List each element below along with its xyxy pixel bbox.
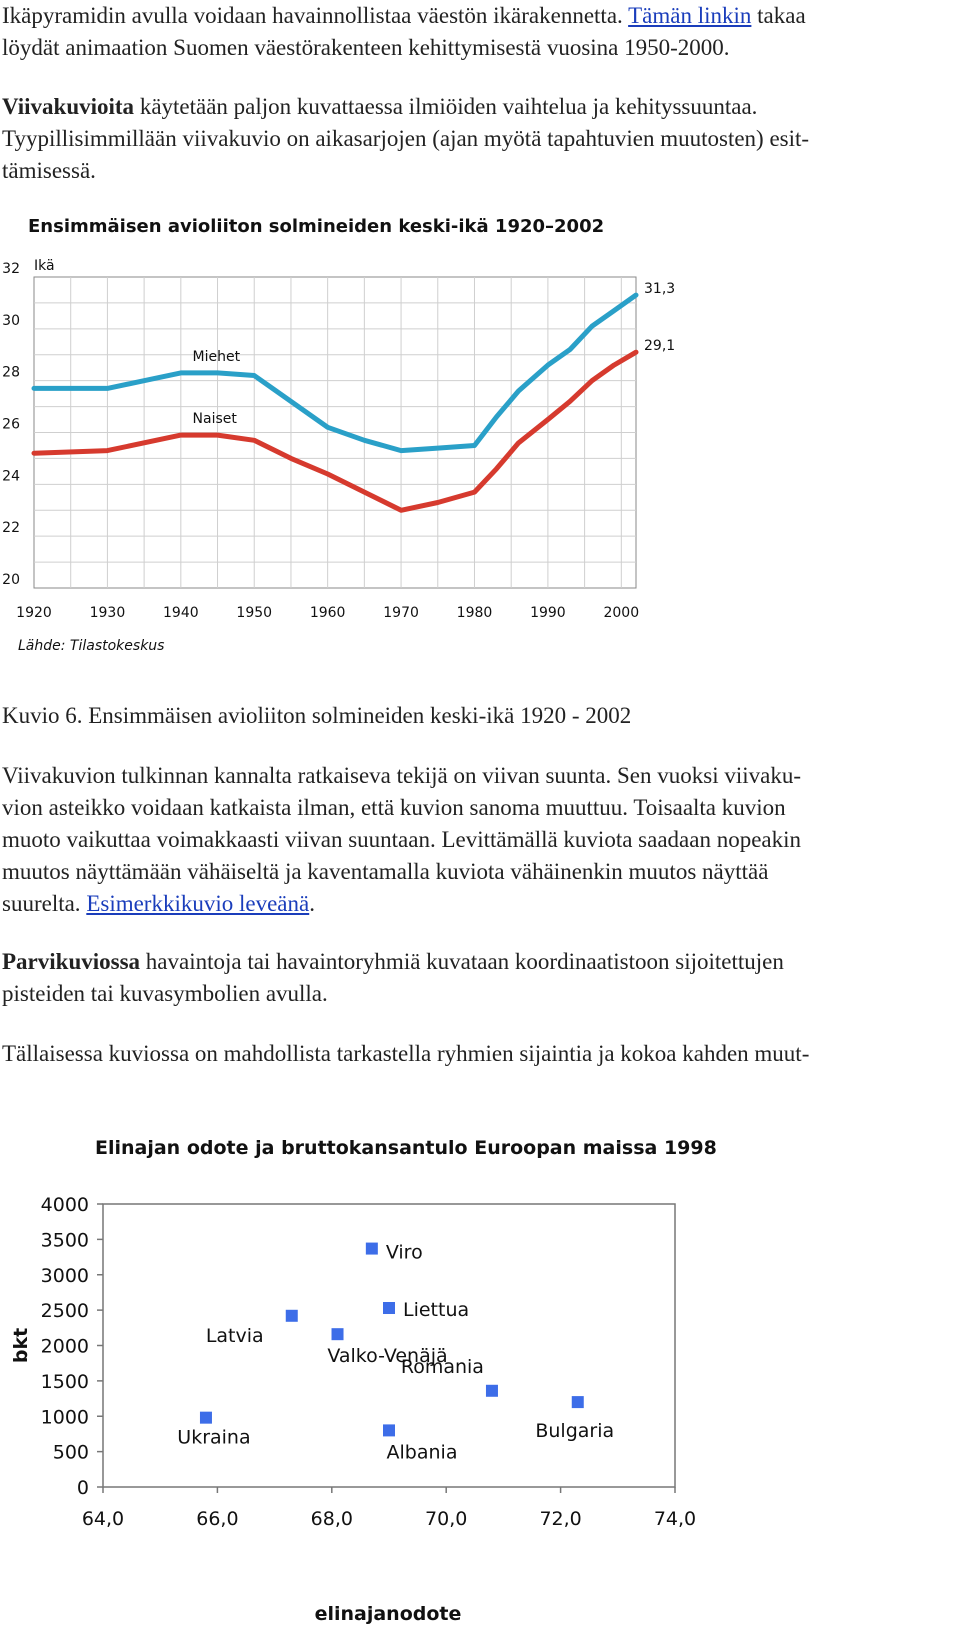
x-tick-label: 1990 xyxy=(530,605,566,621)
paragraph-line-charts xyxy=(2,91,952,187)
point-label-valko-ven-j-: Valko-Venäjä xyxy=(327,1345,448,1368)
y-tick-label: 20 xyxy=(2,572,20,588)
y-tick-label: 1000 xyxy=(40,1406,89,1429)
line-chart-title: Ensimmäisen avioliiton solmineiden keski-ikä 1920–2002 xyxy=(28,216,605,237)
term-viivakuvioita: Viivakuvioita xyxy=(2,94,135,119)
interpretation-line-5: suurelta. xyxy=(2,891,81,916)
y-tick-label: 1500 xyxy=(40,1370,89,1393)
interpretation-line-3: muoto vaikuttaa voimakkaasti viivan suuntaan. Levittämällä kuviota saadaan nopeakin xyxy=(2,827,802,852)
y-tick-label: 28 xyxy=(2,364,20,381)
point-marker-ukraina xyxy=(200,1412,212,1424)
point-marker-liettua xyxy=(383,1302,395,1314)
animation-link[interactable]: Tämän linkin xyxy=(628,3,752,28)
paragraph-scatter xyxy=(2,946,952,1010)
x-tick-label: 72,0 xyxy=(539,1508,582,1530)
y-tick-label: 3500 xyxy=(40,1229,89,1252)
scatter-chart-x-ticks xyxy=(82,1487,696,1530)
point-label-ukraina: Ukraina xyxy=(177,1426,251,1449)
x-tick-label: 2000 xyxy=(603,605,640,621)
line-chart-y-label: Ikä xyxy=(34,258,55,274)
series-label-miehet: Miehet xyxy=(192,348,241,365)
point-marker-latvia xyxy=(286,1310,298,1322)
y-tick-label: 32 xyxy=(2,261,20,277)
x-tick-label: 1920 xyxy=(16,605,52,621)
x-tick-label: 68,0 xyxy=(310,1508,353,1530)
series-end-value-naiset: 29,1 xyxy=(644,338,676,355)
point-marker-albania xyxy=(383,1424,395,1436)
interpretation-line-2: vion asteikko voidaan katkaista ilman, että kuvion sanoma muuttuu. Toisaalta kuvion xyxy=(2,795,786,820)
point-marker-valko-ven-j- xyxy=(332,1328,344,1340)
interpretation-period: . xyxy=(309,891,315,916)
x-tick-label: 1940 xyxy=(163,605,199,621)
intro-text-end: takaa xyxy=(757,3,806,28)
point-marker-viro xyxy=(366,1243,378,1255)
point-label-viro: Viro xyxy=(385,1241,423,1264)
y-tick-label: 2000 xyxy=(40,1335,89,1358)
scatter-text-2: pisteiden tai kuvasymbolien avulla. xyxy=(2,981,328,1006)
x-tick-label: 70,0 xyxy=(425,1508,468,1530)
term-parvikuviossa: Parvikuviossa xyxy=(2,949,141,974)
paragraph-interpretation xyxy=(2,760,952,920)
line-charts-text: käytetään paljon kuvattaessa ilmiöiden vaihtelua ja kehityssuuntaa. xyxy=(139,94,758,119)
x-tick-label: 1950 xyxy=(236,605,273,621)
point-label-liettua: Liettua xyxy=(403,1299,470,1322)
y-tick-label: 4000 xyxy=(40,1194,89,1216)
scatter-text: havaintoja tai havaintoryhmiä kuvataan koordinaatistoon sijoitettujen xyxy=(145,949,784,974)
interpretation-line-1: Viivakuvion tulkinnan kannalta ratkaiseva tekijä on viivan suunta. Sen vuoksi viivaku- xyxy=(2,763,801,788)
y-tick-label: 2500 xyxy=(40,1300,89,1323)
intro-text-line2: löydät animaation Suomen väestörakenteen kehittymisestä vuosina 1950-2000. xyxy=(2,35,730,60)
line-chart-y-ticks xyxy=(2,261,20,588)
intro-text: Ikäpyramidin avulla voidaan havainnollistaa väestön ikärakennetta. xyxy=(2,3,623,28)
line-chart-marriage-age xyxy=(0,205,700,660)
x-tick-label: 64,0 xyxy=(81,1508,125,1530)
y-tick-label: 26 xyxy=(2,416,20,433)
series-label-naiset: Naiset xyxy=(192,411,237,428)
point-label-bulgaria: Bulgaria xyxy=(535,1420,615,1443)
y-tick-label: 0 xyxy=(76,1477,89,1499)
scatter-chart-life-expectancy xyxy=(0,1120,720,1627)
x-tick-label: 1980 xyxy=(456,605,493,621)
line-chart-source: Lähde: Tilastokeskus xyxy=(18,638,165,654)
x-tick-label: 74,0 xyxy=(653,1508,697,1530)
paragraph-intro xyxy=(2,0,952,64)
y-tick-label: 500 xyxy=(52,1441,89,1464)
paragraph-groups: Tällaisessa kuviossa on mahdollista tarkastella ryhmien sijaintia ja kokoa kahden muut- xyxy=(2,1041,810,1066)
scatter-chart-y-ticks xyxy=(41,1194,103,1499)
line-chart-x-ticks xyxy=(16,605,639,621)
series-end-value-miehet: 31,3 xyxy=(644,281,676,298)
wide-example-link[interactable]: Esimerkkikuvio leveänä xyxy=(86,891,310,916)
y-tick-label: 22 xyxy=(2,520,20,537)
x-tick-label: 66,0 xyxy=(196,1508,239,1530)
figure-caption: Kuvio 6. Ensimmäisen avioliiton solmineiden keski-ikä 1920 - 2002 xyxy=(2,703,632,728)
x-tick-label: 1930 xyxy=(89,605,126,621)
y-tick-label: 3000 xyxy=(40,1264,89,1287)
point-marker-bulgaria xyxy=(572,1396,584,1408)
point-label-albania: Albania xyxy=(386,1441,458,1464)
interpretation-line-4: muutos näyttämään vähäiseltä ja kaventamalla kuviota vähäinenkin muutos näyttää xyxy=(2,859,769,884)
y-tick-label: 24 xyxy=(2,468,20,485)
x-tick-label: 1970 xyxy=(383,605,419,621)
line-charts-text-2: Tyypillisimmillään viivakuvio on aikasarjojen (ajan myötä tapahtuvien muutosten) esit- xyxy=(2,126,810,151)
scatter-chart-title: Elinajan odote ja bruttokansantulo Euroopan maissa 1998 xyxy=(95,1137,717,1159)
line-charts-text-3: tämisessä. xyxy=(2,158,96,183)
scatter-chart-x-label: elinajanodote xyxy=(314,1603,462,1625)
point-label-romania: Romania xyxy=(400,1355,484,1378)
x-tick-label: 1960 xyxy=(309,605,346,621)
y-tick-label: 30 xyxy=(2,312,20,329)
point-label-latvia: Latvia xyxy=(205,1324,264,1347)
scatter-y-axis-label: bkt xyxy=(10,1327,32,1364)
point-marker-romania xyxy=(486,1385,498,1397)
